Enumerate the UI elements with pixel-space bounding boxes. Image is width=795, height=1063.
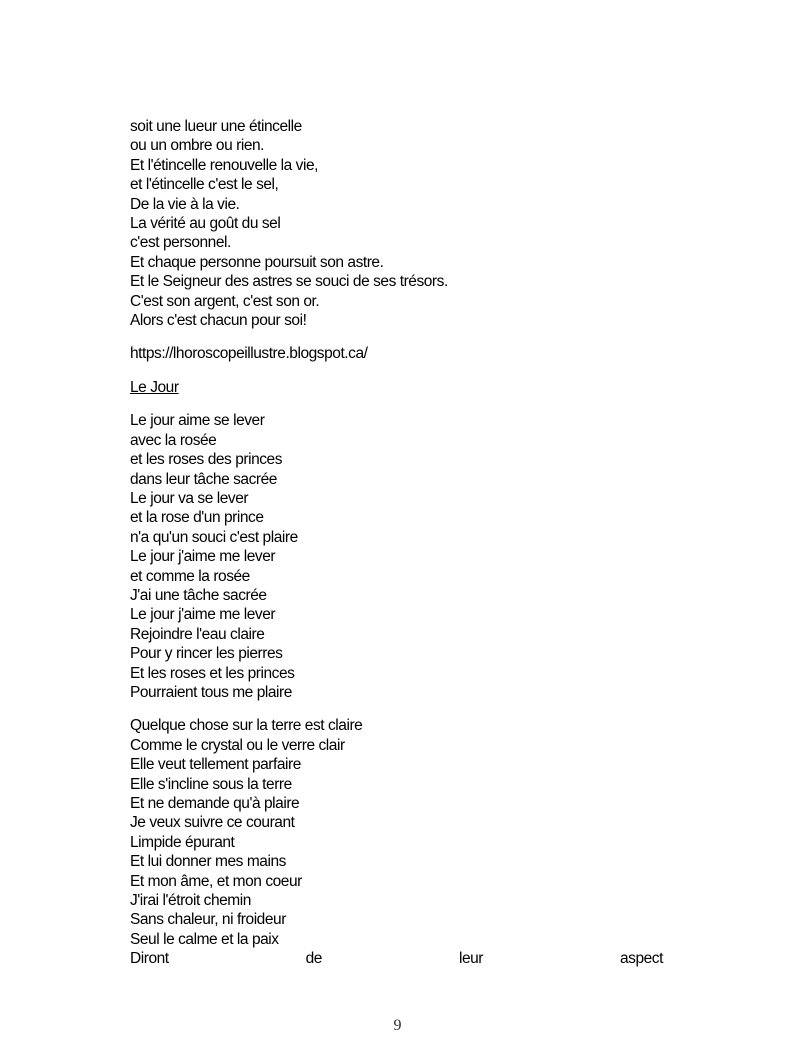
poem-line: C'est son argent, c'est son or. <box>130 292 320 310</box>
justified-word: leur <box>458 950 484 968</box>
poem-line: Et l'étincelle renouvelle la vie, <box>130 156 318 174</box>
poem-line: Seul le calme et la paix <box>130 930 279 948</box>
poem-line: Et les roses et les princes <box>130 664 295 682</box>
poem-line: c'est personnel. <box>130 234 231 252</box>
poem-line: Alors c'est chacun pour soi! <box>130 312 307 330</box>
poem-line: Sans chaleur, ni froideur <box>130 911 286 929</box>
stanza-1 <box>130 117 663 330</box>
poem-line: Elle s'incline sous la terre <box>130 775 292 793</box>
poem-line: Comme le crystal ou le verre clair <box>130 736 345 754</box>
poem-line: Pourraient tous me plaire <box>130 683 292 701</box>
poem-line: J'irai l'étroit chemin <box>130 892 251 910</box>
poem-line: avec la rosée <box>130 431 217 449</box>
poem-line: La vérité au goût du sel <box>130 215 281 233</box>
poem-line: Et le Seigneur des astres se souci de ses trésors. <box>130 273 448 291</box>
poem-line: Pour y rincer les pierres <box>130 645 283 663</box>
page-number: 9 <box>393 1017 402 1034</box>
poem-line: Elle veut tellement parfaire <box>130 756 301 774</box>
poem-line: et la rose d'un prince <box>130 509 264 527</box>
poem-line: Le jour aime se lever <box>130 412 265 430</box>
justified-word: aspect <box>620 950 663 968</box>
poem-line: Et mon âme, et mon coeur <box>130 872 302 890</box>
poem-line: Rejoindre l'eau claire <box>130 625 265 643</box>
poem-line: et les roses des princes <box>130 451 283 469</box>
justified-word: Diront <box>130 950 169 968</box>
poem-line: Le jour j'aime me lever <box>130 606 276 624</box>
stanza-3 <box>130 716 663 949</box>
poem-line: Limpide épurant <box>130 833 235 851</box>
poem-line: De la vie à la vie. <box>130 195 240 213</box>
poem-line: n'a qu'un souci c'est plaire <box>130 528 298 546</box>
blog-url-text: https://lhoroscopeillustre.blogspot.ca/ <box>130 345 368 363</box>
poem-line: et comme la rosée <box>130 567 250 585</box>
poem-line: Quelque chose sur la terre est claire <box>130 717 363 735</box>
justified-word: de <box>305 950 322 968</box>
poem-line: Le jour j'aime me lever <box>130 548 276 566</box>
poem-line: Et ne demande qu'à plaire <box>130 795 300 812</box>
poem-title: Le Jour <box>130 378 179 396</box>
poem-line: dans leur tâche sacrée <box>130 470 277 488</box>
justified-line <box>130 949 663 968</box>
poem-line: J'ai une tâche sacrée <box>130 586 267 604</box>
poem-line: Et lui donner mes mains <box>130 853 286 871</box>
poem-line: ou un ombre ou rien. <box>130 137 265 155</box>
poem-line: soit une lueur une étincelle <box>130 118 302 135</box>
poem-line: Je veux suivre ce courant <box>130 814 295 832</box>
stanza-2 <box>130 411 663 702</box>
poem-line: et l'étincelle c'est le sel, <box>130 176 279 194</box>
poem-content <box>130 117 663 969</box>
poem-line: Et chaque personne poursuit son astre. <box>130 253 384 271</box>
poem-line: Le jour va se lever <box>130 489 249 507</box>
